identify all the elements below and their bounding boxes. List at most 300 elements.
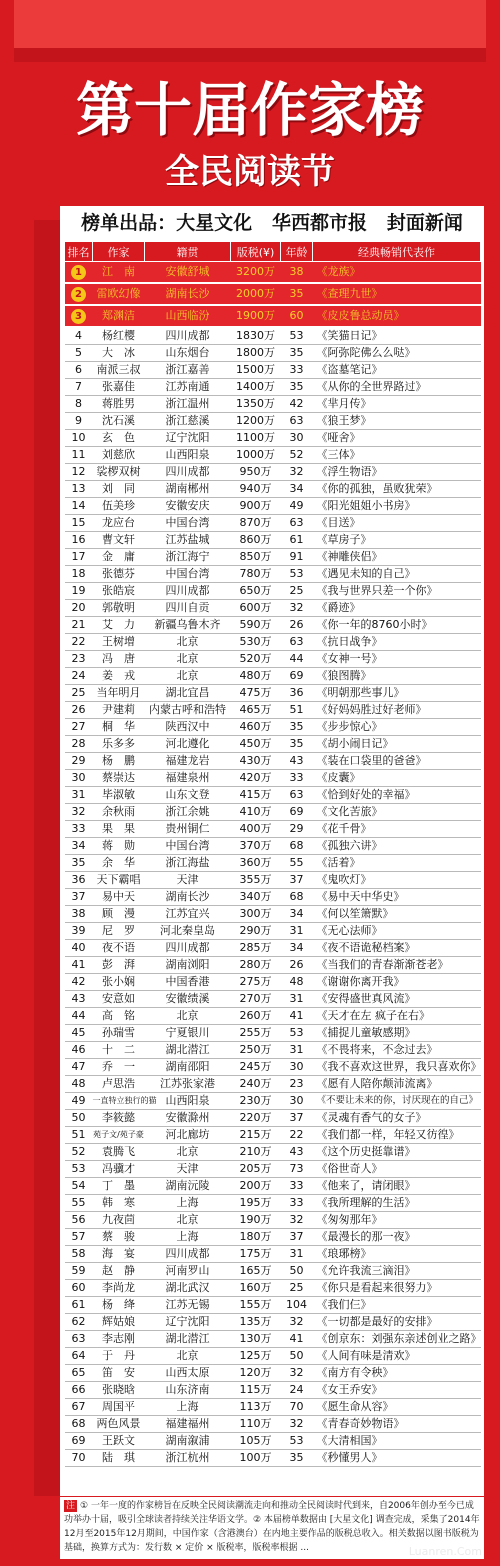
royalty-cell: 130万 <box>231 1331 281 1348</box>
book-spine-decoration <box>34 220 60 1496</box>
origin-cell: 天津 <box>145 872 231 889</box>
table-row <box>65 634 481 651</box>
royalty-cell: 950万 <box>231 464 281 481</box>
author-cell: 尹建莉 <box>93 702 145 719</box>
origin-cell: 四川自贡 <box>145 600 231 617</box>
author-cell: 张小娴 <box>93 974 145 991</box>
origin-cell: 四川成都 <box>145 583 231 600</box>
medal-icon: 3 <box>71 309 86 324</box>
author-cell: 于 丹 <box>93 1348 145 1365</box>
royalty-cell: 250万 <box>231 1042 281 1059</box>
age-cell: 53 <box>281 1025 313 1042</box>
work-cell: 《不要让未来的你，讨厌现在的自己》 <box>313 1093 481 1110</box>
royalty-cell: 520万 <box>231 651 281 668</box>
age-cell: 35 <box>281 283 313 305</box>
age-cell: 53 <box>281 327 313 345</box>
rank-cell: 62 <box>65 1314 93 1331</box>
rank-cell: 11 <box>65 447 93 464</box>
age-cell: 50 <box>281 1348 313 1365</box>
age-cell: 25 <box>281 583 313 600</box>
table-row <box>65 413 481 430</box>
age-cell: 37 <box>281 1110 313 1127</box>
origin-cell: 四川成都 <box>145 1246 231 1263</box>
rank-cell: 48 <box>65 1076 93 1093</box>
age-cell: 41 <box>281 1331 313 1348</box>
work-cell: 《匆匆那年》 <box>313 1212 481 1229</box>
royalty-cell: 420万 <box>231 770 281 787</box>
age-cell: 35 <box>281 345 313 362</box>
age-cell: 32 <box>281 600 313 617</box>
work-cell: 《草房子》 <box>313 532 481 549</box>
rank-cell: 59 <box>65 1263 93 1280</box>
rank-cell: 43 <box>65 991 93 1008</box>
origin-cell: 四川成都 <box>145 464 231 481</box>
origin-cell: 浙江海盐 <box>145 855 231 872</box>
author-cell: 李志刚 <box>93 1331 145 1348</box>
rank-cell: 56 <box>65 1212 93 1229</box>
table-row <box>65 1161 481 1178</box>
royalty-cell: 430万 <box>231 753 281 770</box>
origin-cell: 陕西汉中 <box>145 719 231 736</box>
origin-cell: 湖南沅陵 <box>145 1178 231 1195</box>
work-cell: 《皮皮鲁总动员》 <box>313 305 481 327</box>
origin-cell: 山东济南 <box>145 1382 231 1399</box>
rank-cell: 41 <box>65 957 93 974</box>
age-cell: 34 <box>281 906 313 923</box>
age-cell: 69 <box>281 668 313 685</box>
work-cell: 《文化苦旅》 <box>313 804 481 821</box>
work-cell: 《人间有味是清欢》 <box>313 1348 481 1365</box>
origin-cell: 新疆乌鲁木齐 <box>145 617 231 634</box>
rank-cell: 5 <box>65 345 93 362</box>
royalty-cell: 230万 <box>231 1093 281 1110</box>
age-cell: 35 <box>281 1450 313 1467</box>
age-cell: 42 <box>281 396 313 413</box>
age-cell: 32 <box>281 1212 313 1229</box>
rank-cell: 27 <box>65 719 93 736</box>
origin-cell: 上海 <box>145 1229 231 1246</box>
watermark: Luanren.Com <box>408 1545 482 1558</box>
rank-cell: 9 <box>65 413 93 430</box>
rank-cell: 37 <box>65 889 93 906</box>
origin-cell: 湖南长沙 <box>145 283 231 305</box>
royalty-cell: 115万 <box>231 1382 281 1399</box>
table-row <box>65 1059 481 1076</box>
rank-cell: 50 <box>65 1110 93 1127</box>
rank-cell: 53 <box>65 1161 93 1178</box>
origin-cell: 浙江海宁 <box>145 549 231 566</box>
rank-cell <box>65 283 93 305</box>
table-row <box>65 685 481 702</box>
table-row <box>65 1246 481 1263</box>
author-cell: 余 华 <box>93 855 145 872</box>
work-cell: 《灵魂有香气的女子》 <box>313 1110 481 1127</box>
rank-cell: 35 <box>65 855 93 872</box>
author-cell: 赵 静 <box>93 1263 145 1280</box>
author-cell: 辉姑娘 <box>93 1314 145 1331</box>
author-cell: 顾 漫 <box>93 906 145 923</box>
work-cell: 《鬼吹灯》 <box>313 872 481 889</box>
table-row <box>65 327 481 345</box>
author-cell: 裟椤双树 <box>93 464 145 481</box>
page-title: 第十届作家榜 <box>75 76 424 144</box>
column-header-royalty: 版税(¥) <box>231 242 281 262</box>
rank-cell: 6 <box>65 362 93 379</box>
work-cell: 《南方有令秧》 <box>313 1365 481 1382</box>
table-row <box>65 940 481 957</box>
age-cell: 51 <box>281 702 313 719</box>
table-row <box>65 906 481 923</box>
rank-cell: 15 <box>65 515 93 532</box>
origin-cell: 湖南郴州 <box>145 481 231 498</box>
royalty-cell: 400万 <box>231 821 281 838</box>
royalty-cell: 175万 <box>231 1246 281 1263</box>
royalty-cell: 860万 <box>231 532 281 549</box>
age-cell: 50 <box>281 1263 313 1280</box>
origin-cell: 浙江杭州 <box>145 1450 231 1467</box>
age-cell: 32 <box>281 1416 313 1433</box>
work-cell: 《安得盛世真风流》 <box>313 991 481 1008</box>
table-row <box>65 1076 481 1093</box>
royalty-cell: 360万 <box>231 855 281 872</box>
age-cell: 30 <box>281 430 313 447</box>
footnote-text: ① 一年一度的作家榜旨在反映全民阅读潮流走向和推动全民阅读时代到来，自2006年创办至今已成功举办十届，吸引全球读者持续关注华语文学。② 本届榜单数据由 [大星文化] 调查完成，采集了2014年12月至2015年12月期间，中国作家（含港澳台）在内地主要作品的版税总收入。相关数据以图书版税为基础，换算方式为：发行数 × 定价 × 版税率，版税率根据 ... <box>64 1501 480 1553</box>
author-cell: 玄 色 <box>93 430 145 447</box>
rank-cell: 4 <box>65 327 93 345</box>
work-cell: 《我们都一样，年轻又彷徨》 <box>313 1127 481 1144</box>
work-cell: 《哑舍》 <box>313 430 481 447</box>
age-cell: 63 <box>281 634 313 651</box>
age-cell: 52 <box>281 447 313 464</box>
royalty-cell: 275万 <box>231 974 281 991</box>
origin-cell: 江苏盐城 <box>145 532 231 549</box>
origin-cell: 北京 <box>145 651 231 668</box>
age-cell: 68 <box>281 889 313 906</box>
age-cell: 32 <box>281 464 313 481</box>
table-row <box>65 1365 481 1382</box>
royalty-cell: 290万 <box>231 923 281 940</box>
table-row <box>65 1280 481 1297</box>
royalty-cell: 450万 <box>231 736 281 753</box>
author-cell: 张德芬 <box>93 566 145 583</box>
table-row <box>65 515 481 532</box>
work-cell: 《我不喜欢这世界，我只喜欢你》 <box>313 1059 481 1076</box>
author-cell: 沈石溪 <box>93 413 145 430</box>
royalty-cell: 100万 <box>231 1450 281 1467</box>
work-cell: 《笑猫日记》 <box>313 327 481 345</box>
work-cell: 《秒懂男人》 <box>313 1450 481 1467</box>
author-cell: 笛 安 <box>93 1365 145 1382</box>
work-cell: 《一切都是最好的安排》 <box>313 1314 481 1331</box>
author-cell: 杨红樱 <box>93 327 145 345</box>
origin-cell: 湖南溆浦 <box>145 1433 231 1450</box>
rank-cell: 24 <box>65 668 93 685</box>
table-body <box>65 262 481 1467</box>
royalty-cell: 220万 <box>231 1110 281 1127</box>
work-cell: 《狼图腾》 <box>313 668 481 685</box>
origin-cell: 福建福州 <box>145 1416 231 1433</box>
author-cell: 冯 唐 <box>93 651 145 668</box>
age-cell: 91 <box>281 549 313 566</box>
royalty-cell: 475万 <box>231 685 281 702</box>
work-cell: 《你一年的8760小时》 <box>313 617 481 634</box>
rank-cell: 31 <box>65 787 93 804</box>
origin-cell: 福建泉州 <box>145 770 231 787</box>
royalty-cell: 195万 <box>231 1195 281 1212</box>
rank-cell: 61 <box>65 1297 93 1314</box>
origin-cell: 山西阳泉 <box>145 447 231 464</box>
author-cell: 杨 绛 <box>93 1297 145 1314</box>
royalty-cell: 155万 <box>231 1297 281 1314</box>
age-cell: 63 <box>281 787 313 804</box>
work-cell: 《创京东：刘强东亲述创业之路》 <box>313 1331 481 1348</box>
rank-cell: 22 <box>65 634 93 651</box>
origin-cell: 河北遵化 <box>145 736 231 753</box>
royalty-cell: 245万 <box>231 1059 281 1076</box>
age-cell: 43 <box>281 753 313 770</box>
royalty-cell: 205万 <box>231 1161 281 1178</box>
author-cell: 毕淑敏 <box>93 787 145 804</box>
table-row <box>65 1144 481 1161</box>
author-cell: 金 庸 <box>93 549 145 566</box>
age-cell: 35 <box>281 719 313 736</box>
age-cell: 48 <box>281 974 313 991</box>
royalty-cell: 370万 <box>231 838 281 855</box>
age-cell: 73 <box>281 1161 313 1178</box>
age-cell: 41 <box>281 1008 313 1025</box>
rank-cell: 45 <box>65 1025 93 1042</box>
royalty-cell: 160万 <box>231 1280 281 1297</box>
royalty-cell: 355万 <box>231 872 281 889</box>
work-cell: 《皮囊》 <box>313 770 481 787</box>
table-row <box>65 1178 481 1195</box>
author-cell: 十 二 <box>93 1042 145 1059</box>
rank-cell: 49 <box>65 1093 93 1110</box>
origin-cell: 河南罗山 <box>145 1263 231 1280</box>
origin-cell: 安徽舒城 <box>145 262 231 284</box>
rank-cell: 25 <box>65 685 93 702</box>
author-cell: 袁腾飞 <box>93 1144 145 1161</box>
age-cell: 29 <box>281 821 313 838</box>
table-row <box>65 1416 481 1433</box>
table-row <box>65 583 481 600</box>
author-cell: 一直特立独行的猫 <box>93 1093 145 1110</box>
work-cell: 《不畏将来，不念过去》 <box>313 1042 481 1059</box>
age-cell: 30 <box>281 1059 313 1076</box>
author-cell: 王跃文 <box>93 1433 145 1450</box>
author-cell: 两色风景 <box>93 1416 145 1433</box>
work-cell: 《天才在左 疯子在右》 <box>313 1008 481 1025</box>
rank-cell: 32 <box>65 804 93 821</box>
table-row <box>65 464 481 481</box>
royalty-cell: 900万 <box>231 498 281 515</box>
author-cell: 余秋雨 <box>93 804 145 821</box>
work-cell: 《爵迹》 <box>313 600 481 617</box>
work-cell: 《恰到好处的幸福》 <box>313 787 481 804</box>
work-cell: 《浮生物语》 <box>313 464 481 481</box>
royalty-cell: 415万 <box>231 787 281 804</box>
age-cell: 38 <box>281 262 313 284</box>
rank-cell: 40 <box>65 940 93 957</box>
table-row <box>65 498 481 515</box>
rank-cell: 47 <box>65 1059 93 1076</box>
royalty-cell: 190万 <box>231 1212 281 1229</box>
age-cell: 44 <box>281 651 313 668</box>
producers-line: 榜单出品：大星文化 华西都市报 封面新闻 <box>81 212 463 234</box>
author-cell: 蔡崇达 <box>93 770 145 787</box>
rank-cell: 26 <box>65 702 93 719</box>
rank-cell: 8 <box>65 396 93 413</box>
rank-cell: 10 <box>65 430 93 447</box>
table-row <box>65 991 481 1008</box>
rank-cell: 33 <box>65 821 93 838</box>
author-cell: 丁 墨 <box>93 1178 145 1195</box>
table-row <box>65 1297 481 1314</box>
rank-cell: 30 <box>65 770 93 787</box>
author-cell: 安意如 <box>93 991 145 1008</box>
author-cell: 苑子文/苑子豪 <box>93 1127 145 1144</box>
age-cell: 70 <box>281 1399 313 1416</box>
origin-cell: 江苏宜兴 <box>145 906 231 923</box>
author-cell: 刘 同 <box>93 481 145 498</box>
royalty-cell: 650万 <box>231 583 281 600</box>
table-row <box>65 651 481 668</box>
work-cell: 《夜不语诡秘档案》 <box>313 940 481 957</box>
origin-cell: 内蒙古呼和浩特 <box>145 702 231 719</box>
table-row <box>65 1093 481 1110</box>
origin-cell: 湖南长沙 <box>145 889 231 906</box>
work-cell: 《允许我流三滴泪》 <box>313 1263 481 1280</box>
table-row <box>65 1042 481 1059</box>
rank-cell: 57 <box>65 1229 93 1246</box>
work-cell: 《查理九世》 <box>313 283 481 305</box>
royalty-cell: 285万 <box>231 940 281 957</box>
medal-icon: 1 <box>71 265 86 280</box>
royalty-cell: 1800万 <box>231 345 281 362</box>
royalty-cell: 600万 <box>231 600 281 617</box>
royalty-cell: 113万 <box>231 1399 281 1416</box>
table-row <box>65 549 481 566</box>
royalty-cell: 1400万 <box>231 379 281 396</box>
royalty-cell: 1900万 <box>231 305 281 327</box>
table-row <box>65 481 481 498</box>
royalty-cell: 1350万 <box>231 396 281 413</box>
origin-cell: 北京 <box>145 1212 231 1229</box>
table-row <box>65 362 481 379</box>
rank-cell: 16 <box>65 532 93 549</box>
author-cell: 雷欧幻像 <box>93 283 145 305</box>
origin-cell: 天津 <box>145 1161 231 1178</box>
age-cell: 53 <box>281 566 313 583</box>
rank-cell: 54 <box>65 1178 93 1195</box>
origin-cell: 江苏张家港 <box>145 1076 231 1093</box>
origin-cell: 四川成都 <box>145 327 231 345</box>
age-cell: 60 <box>281 305 313 327</box>
work-cell: 《抗日战争》 <box>313 634 481 651</box>
royalty-cell: 1500万 <box>231 362 281 379</box>
author-cell: 彭 湃 <box>93 957 145 974</box>
age-cell: 24 <box>281 1382 313 1399</box>
royalty-cell: 110万 <box>231 1416 281 1433</box>
table-row <box>65 532 481 549</box>
royalty-cell: 410万 <box>231 804 281 821</box>
work-cell: 《青春奇妙物语》 <box>313 1416 481 1433</box>
author-cell: 蒋 勋 <box>93 838 145 855</box>
age-cell: 22 <box>281 1127 313 1144</box>
work-cell: 《阿弥陀佛么么哒》 <box>313 345 481 362</box>
age-cell: 33 <box>281 1178 313 1195</box>
work-cell: 《捕捉儿童敏感期》 <box>313 1025 481 1042</box>
table-row <box>65 379 481 396</box>
origin-cell: 安徽滁州 <box>145 1110 231 1127</box>
table-row <box>65 974 481 991</box>
author-cell: 冯骥才 <box>93 1161 145 1178</box>
table-row <box>65 872 481 889</box>
royalty-cell: 270万 <box>231 991 281 1008</box>
table-row <box>65 345 481 362</box>
book-cover-decoration <box>14 0 486 62</box>
work-cell: 《愿生命从容》 <box>313 1399 481 1416</box>
rank-cell: 17 <box>65 549 93 566</box>
work-cell: 《阳光姐姐小书房》 <box>313 498 481 515</box>
table-row <box>65 770 481 787</box>
royalty-cell: 340万 <box>231 889 281 906</box>
origin-cell: 上海 <box>145 1399 231 1416</box>
origin-cell: 中国台湾 <box>145 566 231 583</box>
table-row <box>65 702 481 719</box>
work-cell: 《三体》 <box>313 447 481 464</box>
work-cell: 《神雕侠侣》 <box>313 549 481 566</box>
author-cell: 刘慈欣 <box>93 447 145 464</box>
author-cell: 郭敬明 <box>93 600 145 617</box>
royalty-cell: 300万 <box>231 906 281 923</box>
work-cell: 《俗世奇人》 <box>313 1161 481 1178</box>
author-cell: 孙瑞雪 <box>93 1025 145 1042</box>
origin-cell: 浙江慈溪 <box>145 413 231 430</box>
royalty-cell: 260万 <box>231 1008 281 1025</box>
royalty-cell: 465万 <box>231 702 281 719</box>
table-row <box>65 1195 481 1212</box>
rank-cell: 63 <box>65 1331 93 1348</box>
table-row <box>65 804 481 821</box>
royalty-cell: 255万 <box>231 1025 281 1042</box>
author-cell: 易中天 <box>93 889 145 906</box>
author-cell: 高 铭 <box>93 1008 145 1025</box>
author-cell: 龙应台 <box>93 515 145 532</box>
origin-cell: 上海 <box>145 1195 231 1212</box>
origin-cell: 河北廊坊 <box>145 1127 231 1144</box>
work-cell: 《好妈妈胜过好老师》 <box>313 702 481 719</box>
origin-cell: 山西临汾 <box>145 305 231 327</box>
work-cell: 《女王乔安》 <box>313 1382 481 1399</box>
origin-cell: 湖北潜江 <box>145 1042 231 1059</box>
origin-cell: 湖北武汉 <box>145 1280 231 1297</box>
table-row <box>65 838 481 855</box>
origin-cell: 福建龙岩 <box>145 753 231 770</box>
rank-cell: 28 <box>65 736 93 753</box>
table-row <box>65 1382 481 1399</box>
rank-cell: 19 <box>65 583 93 600</box>
origin-cell: 辽宁沈阳 <box>145 1314 231 1331</box>
royalty-cell: 105万 <box>231 1433 281 1450</box>
table-row <box>65 1212 481 1229</box>
table-row <box>65 1399 481 1416</box>
age-cell: 104 <box>281 1297 313 1314</box>
rank-cell: 46 <box>65 1042 93 1059</box>
age-cell: 35 <box>281 736 313 753</box>
royalty-cell: 280万 <box>231 957 281 974</box>
work-cell: 《胡小闹日记》 <box>313 736 481 753</box>
